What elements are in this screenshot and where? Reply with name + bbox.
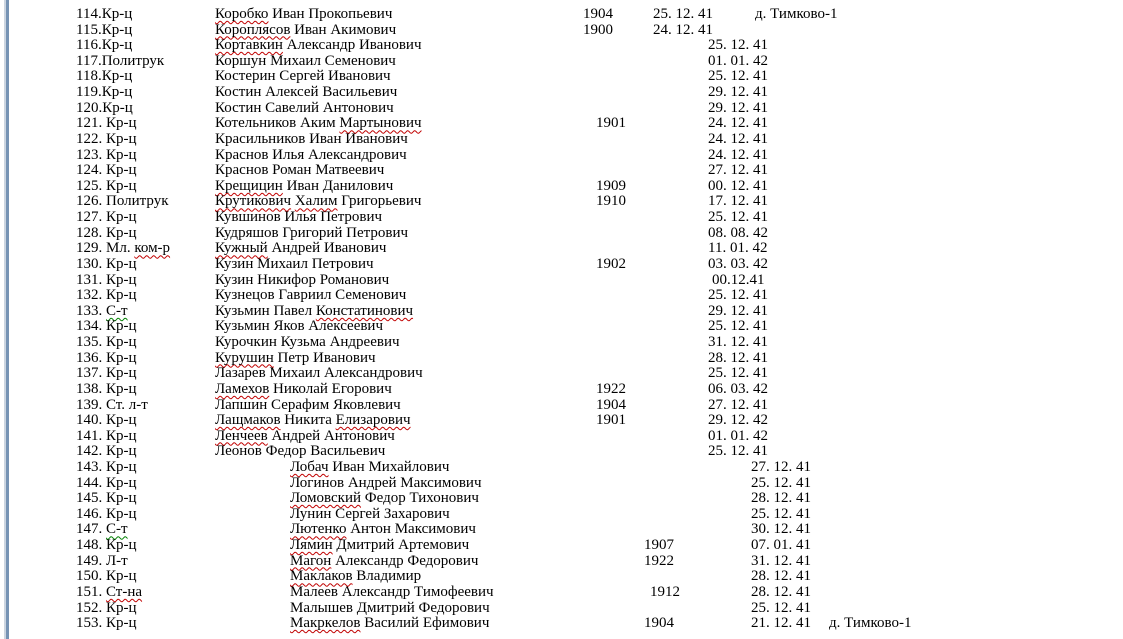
row-number-rank: 128. Кр-ц xyxy=(76,224,137,241)
person-name: Малышев Дмитрий Федорович xyxy=(290,599,490,616)
person-name: Коршун Михаил Семенович xyxy=(215,52,396,69)
death-date: 30. 12. 41 xyxy=(751,521,811,538)
casualty-row xyxy=(0,365,1123,381)
death-date: 27. 12. 41 xyxy=(751,458,811,475)
death-date: 25. 12. 41 xyxy=(708,365,768,382)
death-date: 25. 12. 41 xyxy=(751,474,811,491)
casualty-row xyxy=(0,193,1123,209)
person-name: Красильников Иван Иванович xyxy=(215,130,408,147)
death-date: 24. 12. 41 xyxy=(708,146,768,163)
row-number-rank: 147. С-т xyxy=(76,521,128,538)
row-number-rank: 118.Кр-ц xyxy=(76,68,133,85)
casualty-row xyxy=(0,568,1123,584)
casualty-row xyxy=(0,303,1123,319)
person-name: Ломовский Федор Тихонович xyxy=(290,490,479,507)
casualty-row xyxy=(0,225,1123,241)
death-date: 24. 12. 41 xyxy=(708,130,768,147)
death-date: 28. 12. 41 xyxy=(708,349,768,366)
person-name: Короплясов Иван Акимович xyxy=(215,21,397,38)
death-date: 29. 12. 41 xyxy=(708,99,768,116)
birth-year: 1902 xyxy=(596,255,626,272)
birth-year: 1904 xyxy=(644,615,674,632)
person-name: Кузьмин Яков Алексеевич xyxy=(215,318,384,335)
casualty-row xyxy=(0,584,1123,600)
person-name: Кудряшов Григорий Петрович xyxy=(215,224,409,241)
casualty-row xyxy=(0,350,1123,366)
row-number-rank: 131. Кр-ц xyxy=(76,271,137,288)
person-name: Краснов Роман Матвеевич xyxy=(215,162,385,179)
death-date: 25. 12. 41 xyxy=(751,599,811,616)
row-number-rank: 115.Кр-ц xyxy=(76,21,133,38)
death-date: 08. 08. 42 xyxy=(708,224,768,241)
person-name: Ламехов Николай Егорович xyxy=(215,380,392,397)
casualty-row xyxy=(0,537,1123,553)
birth-year: 1904 xyxy=(596,396,626,413)
casualty-row xyxy=(0,600,1123,616)
person-name: Магон Александр Федорович xyxy=(290,552,479,569)
person-name: Лунин Сергей Захарович xyxy=(290,505,450,522)
death-date: 25. 12. 41 xyxy=(708,68,768,85)
casualty-row xyxy=(0,381,1123,397)
person-name: Лямин Дмитрий Артемович xyxy=(290,537,470,554)
casualty-row xyxy=(0,334,1123,350)
casualty-row xyxy=(0,147,1123,163)
casualty-row xyxy=(0,475,1123,491)
death-date: 06. 03. 42 xyxy=(708,380,768,397)
row-number-rank: 125. Кр-ц xyxy=(76,177,137,194)
death-date: 29. 12. 41 xyxy=(708,302,768,319)
row-number-rank: 133. С-т xyxy=(76,302,128,319)
row-number-rank: 137. Кр-ц xyxy=(76,365,137,382)
casualty-row xyxy=(0,37,1123,53)
person-name: Костин Алексей Васильевич xyxy=(215,84,398,101)
death-date: 24. 12. 41 xyxy=(653,21,713,38)
row-number-rank: 140. Кр-ц xyxy=(76,412,137,429)
birth-year: 1909 xyxy=(596,177,626,194)
death-date: 25. 12. 41 xyxy=(708,443,768,460)
casualty-row xyxy=(0,412,1123,428)
death-date: 28. 12. 41 xyxy=(751,583,811,600)
row-number-rank: 126. Политрук xyxy=(76,193,169,210)
person-name: Кортавкин Александр Иванович xyxy=(215,37,422,54)
casualty-row xyxy=(0,6,1123,22)
birth-year: 1922 xyxy=(596,380,626,397)
casualty-row xyxy=(0,490,1123,506)
person-name: Курочкин Кузьма Андреевич xyxy=(215,334,400,351)
death-date: 29. 12. 42 xyxy=(708,412,768,429)
casualty-row xyxy=(0,131,1123,147)
person-name: Лобач Иван Михайлович xyxy=(290,458,450,475)
person-name: Крещицин Иван Данилович xyxy=(215,177,394,194)
person-name: Курушин Петр Иванович xyxy=(215,349,376,366)
death-date: 29. 12. 41 xyxy=(708,84,768,101)
casualty-row xyxy=(0,443,1123,459)
row-number-rank: 139. Ст. л-т xyxy=(76,396,148,413)
row-number-rank: 143. Кр-ц xyxy=(76,458,137,475)
row-number-rank: 152. Кр-ц xyxy=(76,599,137,616)
death-date: 25. 12. 41 xyxy=(708,209,768,226)
row-number-rank: 141. Кр-ц xyxy=(76,427,137,444)
row-number-rank: 138. Кр-ц xyxy=(76,380,137,397)
birth-year: 1904 xyxy=(583,6,613,22)
casualty-row xyxy=(0,22,1123,38)
casualty-row xyxy=(0,287,1123,303)
casualty-row xyxy=(0,209,1123,225)
death-date: 28. 12. 41 xyxy=(751,568,811,585)
casualty-row xyxy=(0,397,1123,413)
birth-year: 1900 xyxy=(583,21,613,38)
casualty-row xyxy=(0,115,1123,131)
person-name: Маклаков Владимир xyxy=(290,568,422,585)
person-name: Коробко Иван Прокопьевич xyxy=(215,6,393,22)
birth-year: 1922 xyxy=(644,552,674,569)
death-date: 07. 01. 41 xyxy=(751,537,811,554)
row-number-rank: 142. Кр-ц xyxy=(76,443,137,460)
death-date: 25. 12. 41 xyxy=(708,287,768,304)
person-name: Кувшинов Илья Петрович xyxy=(215,209,383,226)
death-date: 17. 12. 41 xyxy=(708,193,768,210)
person-name: Лютенко Антон Максимович xyxy=(290,521,476,538)
casualty-row xyxy=(0,68,1123,84)
person-name: Краснов Илья Александрович xyxy=(215,146,407,163)
death-date: 27. 12. 41 xyxy=(708,396,768,413)
row-number-rank: 136. Кр-ц xyxy=(76,349,137,366)
casualty-row xyxy=(0,256,1123,272)
death-date: 25. 12. 41 xyxy=(653,6,713,22)
row-number-rank: 117.Политрук xyxy=(76,52,165,69)
row-number-rank: 145. Кр-ц xyxy=(76,490,137,507)
row-number-rank: 151. Ст-на xyxy=(76,583,143,600)
casualty-row xyxy=(0,53,1123,69)
place-name: д. Тимково-1 xyxy=(829,615,912,632)
death-date: 27. 12. 41 xyxy=(708,162,768,179)
row-number-rank: 129. Мл. ком-р xyxy=(76,240,171,257)
person-name: Леонов Федор Васильевич xyxy=(215,443,386,460)
casualty-row xyxy=(0,506,1123,522)
death-date: 21. 12. 41 xyxy=(751,615,811,632)
row-number-rank: 146. Кр-ц xyxy=(76,505,137,522)
row-number-rank: 134. Кр-ц xyxy=(76,318,137,335)
birth-year: 1901 xyxy=(596,412,626,429)
person-name: Лапшин Серафим Яковлевич xyxy=(215,396,401,413)
casualty-row xyxy=(0,272,1123,288)
row-number-rank: 153. Кр-ц xyxy=(76,615,137,632)
row-number-rank: 132. Кр-ц xyxy=(76,287,137,304)
row-number-rank: 114.Кр-ц xyxy=(76,6,133,22)
row-number-rank: 124. Кр-ц xyxy=(76,162,137,179)
death-date: 03. 03. 42 xyxy=(708,255,768,272)
birth-year: 1907 xyxy=(644,537,674,554)
death-date: 01. 01. 42 xyxy=(708,427,768,444)
row-number-rank: 149. Л-т xyxy=(76,552,128,569)
person-name: Малеев Александр Тимофеевич xyxy=(290,583,494,600)
person-name: Кузнецов Гавриил Семенович xyxy=(215,287,407,304)
death-date: 00. 12. 41 xyxy=(708,177,768,194)
person-name: Логинов Андрей Максимович xyxy=(290,474,482,491)
row-number-rank: 123. Кр-ц xyxy=(76,146,137,163)
row-number-rank: 120.Кр-ц xyxy=(76,99,133,116)
death-date: 31. 12. 41 xyxy=(708,334,768,351)
death-date: 28. 12. 41 xyxy=(751,490,811,507)
row-number-rank: 144. Кр-ц xyxy=(76,474,137,491)
casualty-row xyxy=(0,615,1123,631)
row-number-rank: 130. Кр-ц xyxy=(76,255,137,272)
death-date: 31. 12. 41 xyxy=(751,552,811,569)
person-name: Макркелов Василий Ефимович xyxy=(290,615,490,632)
row-number-rank: 135. Кр-ц xyxy=(76,334,137,351)
casualty-row xyxy=(0,553,1123,569)
person-name: Кузин Михаил Петрович xyxy=(215,255,374,272)
birth-year: 1912 xyxy=(650,583,680,600)
place-name: д. Тимково-1 xyxy=(755,6,838,22)
death-date: 25. 12. 41 xyxy=(708,37,768,54)
person-name: Костерин Сергей Иванович xyxy=(215,68,391,85)
death-date: 25. 12. 41 xyxy=(751,505,811,522)
person-name: Крутикович Халим Григорьевич xyxy=(215,193,422,210)
death-date: 24. 12. 41 xyxy=(708,115,768,132)
death-date: 25. 12. 41 xyxy=(708,318,768,335)
person-name: Кужный Андрей Иванович xyxy=(215,240,387,257)
row-number-rank: 127. Кр-ц xyxy=(76,209,137,226)
row-number-rank: 122. Кр-ц xyxy=(76,130,137,147)
person-name: Кузин Никифор Романович xyxy=(215,271,390,288)
death-date: 00.12.41 xyxy=(712,271,765,288)
person-name: Лазарев Михаил Александрович xyxy=(215,365,423,382)
person-name: Котельников Аким Мартынович xyxy=(215,115,422,132)
birth-year: 1910 xyxy=(596,193,626,210)
casualty-row xyxy=(0,428,1123,444)
birth-year: 1901 xyxy=(596,115,626,132)
person-name: Кузьмин Павел Констатинович xyxy=(215,302,414,319)
casualty-row xyxy=(0,162,1123,178)
casualty-row xyxy=(0,178,1123,194)
row-number-rank: 150. Кр-ц xyxy=(76,568,137,585)
casualty-row xyxy=(0,459,1123,475)
row-number-rank: 121. Кр-ц xyxy=(76,115,137,132)
row-number-rank: 148. Кр-ц xyxy=(76,537,137,554)
death-date: 01. 01. 42 xyxy=(708,52,768,69)
casualty-row xyxy=(0,318,1123,334)
casualty-row xyxy=(0,521,1123,537)
casualty-row xyxy=(0,100,1123,116)
row-number-rank: 116.Кр-ц xyxy=(76,37,133,54)
casualty-row xyxy=(0,84,1123,100)
casualty-row xyxy=(0,240,1123,256)
person-name: Лащмаков Никита Елизарович xyxy=(215,412,411,429)
person-name: Ленчеев Андрей Антонович xyxy=(215,427,395,444)
person-name: Костин Савелий Антонович xyxy=(215,99,394,116)
row-number-rank: 119.Кр-ц xyxy=(76,84,133,101)
death-date: 11. 01. 42 xyxy=(708,240,768,257)
